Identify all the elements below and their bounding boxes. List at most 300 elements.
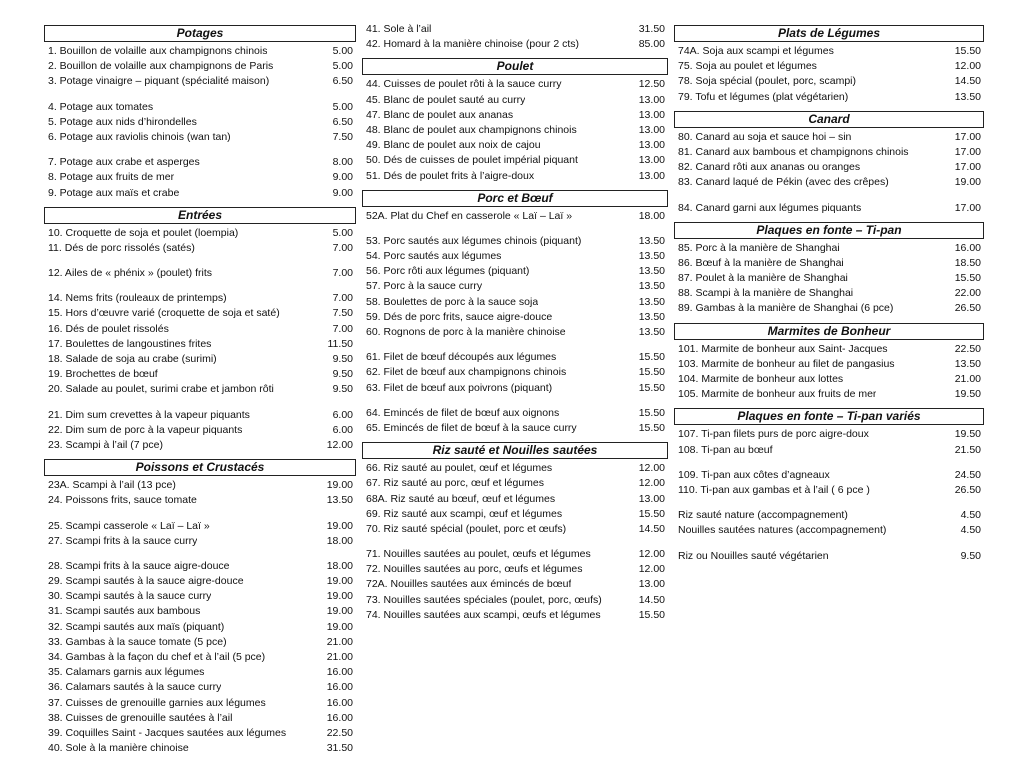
- menu-item-price: 22.50: [326, 726, 353, 739]
- menu-item-name: 31. Scampi sautés aux bambous: [48, 605, 201, 618]
- menu-item-name: 70. Riz sauté spécial (poulet, porc et œufs): [366, 522, 567, 535]
- menu-item-price: 12.00: [638, 477, 665, 490]
- menu-item-name: 69. Riz sauté aux scampi, œuf et légumes: [366, 507, 563, 520]
- menu-item: [362, 492, 668, 507]
- menu-item: [44, 493, 356, 508]
- menu-item-price: 12.00: [638, 462, 665, 475]
- menu-item-name: 37. Cuisses de grenouille garnies aux légumes: [48, 696, 266, 709]
- menu-item: [362, 562, 668, 577]
- menu-item-price: 15.50: [638, 421, 665, 434]
- menu-item: [674, 175, 984, 190]
- menu-item: [44, 382, 356, 397]
- menu-item-name: 21. Dim sum crevettes à la vapeur piquants: [48, 408, 250, 421]
- menu-item-name: Nouilles sautées natures (accompagnement): [678, 524, 887, 537]
- menu-item-price: 26.50: [954, 483, 981, 496]
- menu-item: [362, 406, 668, 421]
- menu-item: [44, 680, 356, 695]
- menu-item-name: 83. Canard laqué de Pékin (avec des crêpes): [678, 176, 889, 189]
- menu-item-price: 31.50: [638, 23, 665, 35]
- menu-item-name: 104. Marmite de bonheur aux lottes: [678, 373, 844, 385]
- menu-item-name: 79. Tofu et légumes (plat végétarien): [678, 90, 849, 103]
- menu-item-name: 78. Soja spécial (poulet, porc, scampi): [678, 75, 857, 88]
- menu-item-price: 13.00: [638, 93, 665, 106]
- menu-item-price: 22.00: [954, 287, 981, 300]
- menu-item-name: 71. Nouilles sautées au poulet, œufs et légumes: [366, 548, 591, 561]
- menu-item: [362, 365, 668, 380]
- menu-item-name: 89. Gambas à la manière de Shanghai (6 pce): [678, 302, 894, 315]
- menu-item: [362, 279, 668, 294]
- menu-item: [362, 108, 668, 123]
- menu-item-name: 49. Blanc de poulet aux noix de cajou: [366, 139, 541, 152]
- menu-item-price: 16.00: [326, 681, 353, 694]
- menu-item-name: 4. Potage aux tomates: [48, 100, 154, 113]
- menu-item: [44, 155, 356, 170]
- menu-item: [44, 241, 356, 256]
- menu-item-name: 28. Scampi frits à la sauce aigre-douce: [48, 559, 230, 572]
- menu-item-price: 13.50: [638, 280, 665, 293]
- menu-item: [44, 604, 356, 619]
- menu-item-price: 14.50: [638, 593, 665, 606]
- menu-item-name: 101. Marmite de bonheur aux Saint- Jacques: [678, 342, 888, 355]
- menu-item-name: 17. Boulettes de langoustines frites: [48, 337, 212, 350]
- menu-item-name: 39. Coquilles Saint - Jacques sautées aux légumes: [48, 726, 287, 739]
- menu-item-price: 19.00: [326, 590, 353, 603]
- menu-item-price: 22.50: [954, 342, 981, 355]
- menu-item-name: 25. Scampi casserole « Laï – Laï »: [48, 519, 210, 532]
- menu-item-name: 66. Riz sauté au poulet, œuf et légumes: [366, 462, 553, 475]
- menu-item: [44, 408, 356, 423]
- menu-item-price: 7.00: [332, 241, 353, 254]
- menu-item-price: 19.00: [954, 176, 981, 189]
- menu-item-name: 56. Porc rôti aux légumes (piquant): [366, 265, 530, 278]
- menu-item-price: 21.50: [954, 443, 981, 456]
- menu-item: [44, 620, 356, 635]
- menu-item: [674, 44, 984, 59]
- section-header: Potages: [44, 25, 356, 42]
- menu-item: [44, 74, 356, 89]
- menu-item-name: 60. Rognons de porc à la manière chinoise: [366, 326, 566, 338]
- menu-item-name: 53. Porc sautés aux légumes chinois (piquant): [366, 234, 582, 247]
- menu-item-price: 15.50: [638, 366, 665, 379]
- menu-item: [44, 559, 356, 574]
- menu-item-name: 10. Croquette de soja et poulet (loempia): [48, 226, 239, 239]
- menu-item-name: 108. Ti-pan au bœuf: [678, 443, 773, 456]
- menu-item-name: 24. Poissons frits, sauce tomate: [48, 494, 197, 507]
- menu-item: [674, 549, 984, 564]
- menu-item: [44, 226, 356, 241]
- menu-item: [362, 325, 668, 340]
- menu-item-price: 18.00: [326, 534, 353, 547]
- menu-item-name: 36. Calamars sautés à la sauce curry: [48, 681, 222, 694]
- menu-item: [44, 44, 356, 59]
- menu-item-name: 9. Potage aux maïs et crabe: [48, 186, 180, 199]
- menu-item-name: 73. Nouilles sautées spéciales (poulet, porc, œufs): [366, 593, 602, 606]
- menu-item: [674, 342, 984, 357]
- menu-item-name: 84. Canard garni aux légumes piquants: [678, 201, 862, 214]
- menu-item-name: 65. Emincés de filet de bœuf à la sauce curry: [366, 421, 577, 434]
- menu-item: [674, 483, 984, 498]
- menu-item-price: 21.00: [326, 635, 353, 648]
- menu-item-price: 13.50: [638, 250, 665, 263]
- menu-item-name: 16. Dés de poulet rissolés: [48, 322, 169, 335]
- menu-item-price: 11.50: [327, 337, 353, 350]
- menu-item-name: 40. Sole à la manière chinoise: [48, 742, 189, 755]
- menu-item-price: 18.00: [326, 559, 353, 572]
- section-header: Plaques en fonte – Ti-pan: [674, 222, 984, 239]
- menu-item: [362, 264, 668, 279]
- menu-item-name: 80. Canard au soja et sauce hoi – sin: [678, 130, 852, 143]
- menu-item-name: 63. Filet de bœuf aux poivrons (piquant): [366, 381, 553, 394]
- menu-item: [44, 352, 356, 367]
- menu-item-price: 24.50: [954, 468, 981, 481]
- menu-item: [44, 650, 356, 665]
- menu-item: [362, 522, 668, 537]
- menu-item: [674, 468, 984, 483]
- menu-item-price: 16.00: [326, 696, 353, 709]
- menu-item: [44, 574, 356, 589]
- menu-item-price: 13.00: [638, 123, 665, 136]
- menu-item-name: 7. Potage aux crabe et asperges: [48, 156, 200, 169]
- menu-item-price: 4.50: [960, 524, 981, 537]
- menu-item-price: 17.00: [954, 130, 981, 143]
- menu-item-price: 9.50: [960, 549, 981, 562]
- menu-item-name: 8. Potage aux fruits de mer: [48, 171, 175, 184]
- menu-item: [674, 256, 984, 271]
- menu-item-name: 12. Ailes de « phénix » (poulet) frits: [48, 267, 213, 280]
- menu-item-price: 16.00: [954, 241, 981, 254]
- menu-item-price: 7.00: [332, 292, 353, 305]
- menu-item-name: 5. Potage aux nids d’hirondelles: [48, 115, 197, 128]
- menu-item: [44, 696, 356, 711]
- menu-column-3: [674, 22, 984, 567]
- menu-item-price: 7.50: [332, 130, 353, 143]
- menu-item: [362, 153, 668, 168]
- menu-item: [362, 421, 668, 436]
- menu-item-price: 19.00: [326, 479, 353, 492]
- menu-item-name: 103. Marmite de bonheur au filet de pangasius: [678, 357, 895, 370]
- menu-item-price: 8.00: [332, 156, 353, 169]
- menu-item-price: 19.00: [326, 575, 353, 588]
- menu-item-price: 21.00: [326, 651, 353, 663]
- menu-item: [362, 295, 668, 310]
- menu-item: [674, 90, 984, 105]
- menu-item-price: 13.00: [638, 154, 665, 167]
- menu-item-name: 45. Blanc de poulet sauté au curry: [366, 93, 526, 106]
- menu-item: [44, 589, 356, 604]
- section-header: Poulet: [362, 58, 668, 75]
- menu-item-price: 9.00: [332, 171, 353, 184]
- section-header: Marmites de Bonheur: [674, 323, 984, 340]
- menu-item-price: 6.50: [332, 75, 353, 88]
- menu-item: [362, 350, 668, 365]
- menu-item-price: 85.00: [638, 38, 665, 51]
- menu-item-price: 31.50: [326, 742, 353, 755]
- menu-item-name: 35. Calamars garnis aux légumes: [48, 666, 205, 679]
- menu-item-price: 6.50: [332, 115, 353, 128]
- menu-item-price: 18.00: [638, 209, 665, 222]
- menu-item-price: 15.50: [638, 381, 665, 394]
- menu-item-name: 107. Ti-pan filets purs de porc aigre-doux: [678, 428, 869, 441]
- menu-item: [674, 201, 984, 216]
- menu-item: [362, 461, 668, 476]
- menu-item: [674, 286, 984, 301]
- menu-item-name: 74A. Soja aux scampi et légumes: [678, 45, 834, 57]
- menu-item: [674, 145, 984, 160]
- menu-item-price: 9.50: [332, 383, 353, 396]
- menu-item-price: 15.50: [638, 608, 665, 621]
- menu-item: [362, 37, 668, 52]
- menu-item-name: 2. Bouillon de volaille aux champignons de Paris: [48, 60, 274, 73]
- menu-item-name: 20. Salade au poulet, surimi crabe et jambon rôti: [48, 383, 274, 396]
- menu-item: [44, 186, 356, 201]
- menu-item: [362, 77, 668, 92]
- menu-item-name: 61. Filet de bœuf découpés aux légumes: [366, 351, 557, 364]
- menu-item: [44, 291, 356, 306]
- menu-item-price: 19.00: [326, 620, 353, 633]
- menu-item: [674, 301, 984, 316]
- menu-item-name: Riz ou Nouilles sauté végétarien: [678, 549, 829, 562]
- menu-item-price: 13.00: [638, 578, 665, 591]
- menu-item-price: 4.50: [960, 509, 981, 522]
- menu-item-name: 47. Blanc de poulet aux ananas: [366, 108, 514, 121]
- menu-item: [674, 271, 984, 286]
- section-header: Entrées: [44, 207, 356, 224]
- menu-item: [362, 234, 668, 249]
- menu-item-name: 59. Dés de porc frits, sauce aigre-douce: [366, 310, 553, 323]
- section-header: Riz sauté et Nouilles sautées: [362, 442, 668, 459]
- menu-item: [362, 381, 668, 396]
- menu-item-name: 75. Soja au poulet et légumes: [678, 60, 817, 73]
- menu-item-price: 5.00: [332, 45, 353, 57]
- menu-item-name: 19. Brochettes de bœuf: [48, 368, 158, 381]
- menu-item-name: 110. Ti-pan aux gambas et à l’ail ( 6 pce ): [678, 483, 870, 496]
- menu-item: [44, 115, 356, 130]
- menu-item-name: 62. Filet de bœuf aux champignons chinois: [366, 366, 567, 379]
- menu-item: [674, 427, 984, 442]
- menu-item-price: 14.50: [638, 522, 665, 535]
- menu-item-price: 17.00: [954, 201, 981, 214]
- menu-item: [44, 534, 356, 549]
- menu-item: [362, 249, 668, 264]
- menu-item: [674, 523, 984, 538]
- menu-item-name: 50. Dés de cuisses de poulet impérial piquant: [366, 154, 578, 167]
- menu-item-name: 29. Scampi sautés à la sauce aigre-douce: [48, 575, 244, 588]
- menu-item-name: 23A. Scampi à l’ail (13 pce): [48, 479, 176, 492]
- menu-item-name: 109. Ti-pan aux côtes d’agneaux: [678, 468, 830, 481]
- menu-item-price: 12.00: [638, 563, 665, 576]
- menu-item: [362, 507, 668, 522]
- menu-item-price: 13.50: [954, 357, 981, 370]
- menu-item: [362, 593, 668, 608]
- menu-item-price: 15.50: [638, 507, 665, 520]
- menu-item-name: 81. Canard aux bambous et champignons chinois: [678, 145, 909, 158]
- menu-item: [44, 741, 356, 756]
- menu-item-price: 14.50: [954, 75, 981, 88]
- menu-item-price: 7.50: [332, 307, 353, 320]
- menu-item-price: 19.00: [326, 605, 353, 618]
- menu-item-price: 18.50: [954, 256, 981, 269]
- menu-item: [362, 209, 668, 224]
- menu-item-price: 13.00: [638, 169, 665, 182]
- menu-item-price: 5.00: [332, 60, 353, 73]
- menu-item-name: 27. Scampi frits à la sauce curry: [48, 534, 198, 547]
- menu-item: [44, 266, 356, 281]
- menu-item-name: 105. Marmite de bonheur aux fruits de mer: [678, 388, 877, 401]
- menu-item: [44, 726, 356, 741]
- menu-item-price: 13.00: [638, 492, 665, 505]
- menu-item: [44, 423, 356, 438]
- menu-item-name: 72A. Nouilles sautées aux émincés de bœuf: [366, 578, 572, 591]
- menu-item-name: 67. Riz sauté au porc, œuf et légumes: [366, 477, 545, 490]
- section-header: Poissons et Crustacés: [44, 459, 356, 476]
- menu-item-price: 12.00: [954, 60, 981, 73]
- section-header: Plaques en fonte – Ti-pan variés: [674, 408, 984, 425]
- menu-item-name: 14. Nems frits (rouleaux de printemps): [48, 292, 227, 305]
- menu-item-price: 13.50: [954, 90, 981, 103]
- menu-item-price: 6.00: [332, 423, 353, 436]
- menu-item-name: 22. Dim sum de porc à la vapeur piquants: [48, 423, 243, 436]
- menu-item: [44, 711, 356, 726]
- section-header: Plats de Légumes: [674, 25, 984, 42]
- menu-item-price: 5.00: [332, 226, 353, 239]
- menu-item: [362, 123, 668, 138]
- menu-item: [362, 169, 668, 184]
- menu-item-price: 19.00: [326, 519, 353, 532]
- menu-item-price: 26.50: [954, 302, 981, 315]
- menu-item-price: 13.50: [638, 295, 665, 308]
- menu-item-name: 82. Canard rôti aux ananas ou oranges: [678, 161, 861, 174]
- menu-item-name: 48. Blanc de poulet aux champignons chinois: [366, 123, 577, 136]
- menu-item-name: 87. Poulet à la manière de Shanghai: [678, 272, 848, 285]
- menu-item-name: 1. Bouillon de volaille aux champignons chinois: [48, 45, 268, 57]
- menu-item: [44, 635, 356, 650]
- menu-item-price: 9.00: [332, 186, 353, 199]
- menu-item: [44, 59, 356, 74]
- menu-item: [674, 372, 984, 387]
- menu-item: [674, 160, 984, 175]
- menu-item-name: 11. Dés de porc rissolés (satés): [48, 241, 195, 254]
- menu-item-price: 13.50: [638, 265, 665, 278]
- menu-item: [362, 577, 668, 592]
- menu-item-price: 6.00: [332, 408, 353, 421]
- menu-item-name: 18. Salade de soja au crabe (surimi): [48, 353, 217, 365]
- menu-item-price: 12.00: [326, 438, 353, 451]
- section-header: Canard: [674, 111, 984, 128]
- menu-item-price: 21.00: [954, 373, 981, 385]
- menu-item-name: 32. Scampi sautés aux maïs (piquant): [48, 620, 225, 633]
- menu-item: [674, 443, 984, 458]
- menu-item-name: 52A. Plat du Chef en casserole « Laï – Laï »: [366, 209, 573, 222]
- menu-item-price: 13.50: [638, 234, 665, 247]
- menu-column-2: [362, 22, 668, 626]
- menu-item: [674, 508, 984, 523]
- menu-item: [674, 241, 984, 256]
- menu-item: [362, 93, 668, 108]
- menu-item: [362, 138, 668, 153]
- menu-item-price: 13.00: [638, 139, 665, 152]
- menu-item-name: 15. Hors d’œuvre varié (croquette de soja et saté): [48, 307, 280, 320]
- menu-item-price: 13.50: [638, 310, 665, 323]
- menu-item: [362, 608, 668, 623]
- menu-item-name: 44. Cuisses de poulet rôti à la sauce curry: [366, 78, 562, 91]
- menu-item-name: 33. Gambas à la sauce tomate (5 pce): [48, 635, 227, 648]
- menu-item-price: 12.00: [638, 548, 665, 561]
- menu-item-name: 57. Porc à la sauce curry: [366, 280, 483, 293]
- menu-item: [44, 170, 356, 185]
- menu-item: [362, 22, 668, 37]
- menu-item: [44, 306, 356, 321]
- menu-item-price: 17.00: [954, 145, 981, 158]
- menu-item-price: 17.00: [954, 161, 981, 174]
- menu-item-price: 9.50: [332, 353, 353, 365]
- menu-item-name: 23. Scampi à l’ail (7 pce): [48, 438, 163, 451]
- menu-item-price: 19.50: [954, 388, 981, 401]
- section-header: Porc et Bœuf: [362, 190, 668, 207]
- menu-item: [362, 547, 668, 562]
- menu-item-name: 85. Porc à la manière de Shanghai: [678, 241, 840, 254]
- menu-column-1: [44, 22, 356, 759]
- menu-item-price: 15.50: [954, 272, 981, 285]
- menu-item-name: 3. Potage vinaigre – piquant (spécialité maison): [48, 75, 270, 88]
- menu-item-name: 51. Dés de poulet frits à l’aigre-doux: [366, 169, 535, 182]
- menu-item: [44, 519, 356, 534]
- menu-item-name: 34. Gambas à la façon du chef et à l’ail (5 pce): [48, 651, 266, 663]
- menu-item-name: 42. Homard à la manière chinoise (pour 2 cts): [366, 38, 580, 51]
- menu-item-price: 5.00: [332, 100, 353, 113]
- menu-item-price: 16.00: [326, 711, 353, 724]
- menu-item: [362, 476, 668, 491]
- menu-item: [674, 59, 984, 74]
- menu-item-price: 7.00: [332, 267, 353, 280]
- menu-item-name: 72. Nouilles sautées au porc, œufs et légumes: [366, 563, 583, 576]
- menu-item: [44, 478, 356, 493]
- menu-item: [674, 74, 984, 89]
- menu-item: [362, 310, 668, 325]
- menu-item-name: 38. Cuisses de grenouille sautées à l’ail: [48, 711, 233, 724]
- menu-item-price: 9.50: [332, 368, 353, 381]
- menu-item-price: 12.50: [638, 78, 665, 91]
- menu-item-name: 86. Bœuf à la manière de Shanghai: [678, 256, 844, 269]
- menu-item: [44, 100, 356, 115]
- menu-item-price: 13.00: [638, 108, 665, 121]
- menu-item: [674, 357, 984, 372]
- menu-item-name: 6. Potage aux raviolis chinois (wan tan): [48, 130, 231, 143]
- menu-item-price: 15.50: [638, 406, 665, 419]
- menu-item-name: 54. Porc sautés aux légumes: [366, 250, 502, 263]
- menu-item-name: Riz sauté nature (accompagnement): [678, 509, 848, 522]
- menu-item-name: 68A. Riz sauté au bœuf, œuf et légumes: [366, 492, 556, 505]
- menu-item: [674, 387, 984, 402]
- menu-item: [44, 337, 356, 352]
- menu-item-price: 13.50: [638, 326, 665, 338]
- menu-item-name: 41. Sole à l’ail: [366, 23, 432, 35]
- menu-item-price: 13.50: [326, 494, 353, 507]
- menu-item-name: 58. Boulettes de porc à la sauce soja: [366, 295, 539, 308]
- menu-item-price: 19.50: [954, 428, 981, 441]
- menu-item: [44, 130, 356, 145]
- menu-item: [674, 130, 984, 145]
- menu-item: [44, 438, 356, 453]
- menu-item-name: 74. Nouilles sautées aux scampi, œufs et légumes: [366, 608, 601, 621]
- menu-item-price: 16.00: [326, 666, 353, 679]
- menu-item: [44, 322, 356, 337]
- menu-item-price: 7.00: [332, 322, 353, 335]
- menu-item: [44, 665, 356, 680]
- menu-item-price: 15.50: [954, 45, 981, 57]
- menu-item-name: 30. Scampi sautés à la sauce curry: [48, 590, 212, 603]
- menu-item: [44, 367, 356, 382]
- menu-item-price: 15.50: [638, 351, 665, 364]
